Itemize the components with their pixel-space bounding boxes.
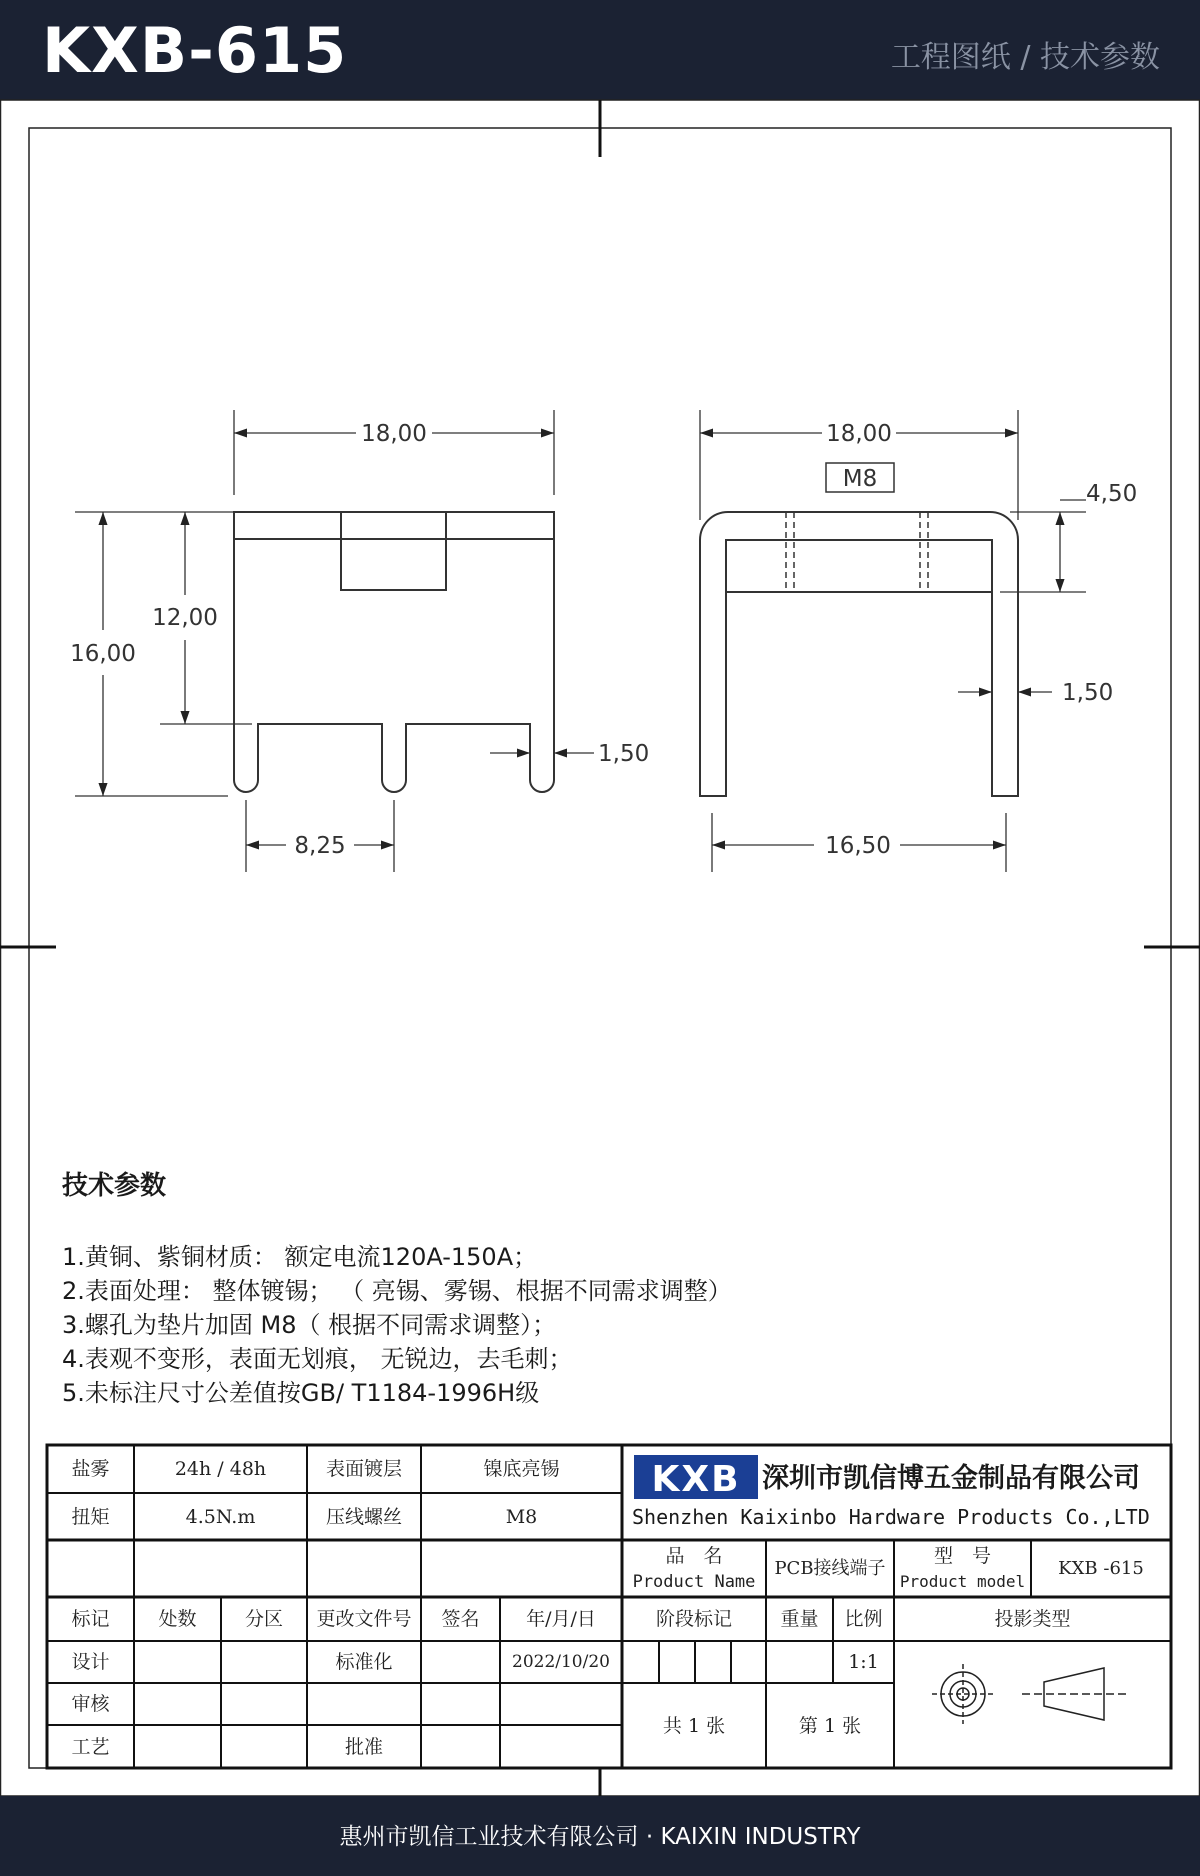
dim-inner: 16,50 — [825, 833, 891, 859]
tech-params — [62, 1165, 1142, 1410]
projection-label: 投影类型 — [994, 1608, 1071, 1630]
date-value: 2022/10/20 — [512, 1652, 610, 1672]
product-name-value: PCB接线端子 — [774, 1557, 886, 1579]
model-title: KXB-615 — [42, 14, 348, 87]
product-name-label-en: Product Name — [632, 1572, 756, 1592]
approve-label: 批准 — [344, 1735, 383, 1758]
footer-text: 惠州市凯信工业技术有限公司 · KAIXIN INDUSTRY — [339, 1824, 861, 1850]
dim-top-height: 4,50 — [1086, 481, 1138, 507]
tech-line: 4.表观不变形，表面无划痕， 无锐边，去毛刺； — [62, 1345, 573, 1373]
header-subtitle: 工程图纸 / 技术参数 — [890, 40, 1160, 75]
company-name-cn: 深圳市凯信博五金制品有限公司 — [762, 1463, 1140, 1494]
side-view — [700, 463, 1018, 796]
tech-line: 3.螺孔为垫片加固 M8（ 根据不同需求调整）； — [62, 1311, 557, 1339]
dim-wall: 1,50 — [1062, 680, 1114, 706]
projection-symbol-icon — [932, 1664, 1128, 1724]
scale-label: 比例 — [844, 1608, 883, 1630]
dim-height-front: 16,00 — [70, 641, 136, 667]
torque-value: 4.5N.m — [185, 1505, 256, 1528]
row-header: 签名 — [441, 1608, 480, 1630]
row-header: 更改文件号 — [316, 1608, 412, 1630]
process-label: 工艺 — [71, 1735, 110, 1758]
sheets-total: 共 1 张 — [662, 1714, 726, 1737]
model-label-cn: 型 号 — [933, 1545, 991, 1567]
dim-pin-width: 1,50 — [598, 741, 650, 767]
salt-label: 盐雾 — [71, 1458, 110, 1480]
model-value: KXB -615 — [1058, 1557, 1144, 1579]
row-header: 年/月/日 — [526, 1608, 596, 1630]
torque-label: 扭矩 — [71, 1505, 110, 1528]
dim-pitch: 8,25 — [294, 833, 346, 859]
salt-value: 24h / 48h — [174, 1458, 267, 1480]
weight-label: 重量 — [780, 1608, 819, 1630]
screw-value: M8 — [505, 1505, 538, 1528]
screw-label: 压线螺丝 — [325, 1505, 402, 1528]
row-header: 处数 — [158, 1608, 197, 1630]
side-dimensions — [700, 410, 1086, 872]
dim-width-front: 18,00 — [361, 421, 427, 447]
company-name-en: Shenzhen Kaixinbo Hardware Products Co.,LTD — [632, 1505, 1150, 1529]
footer-bar — [0, 1796, 1200, 1876]
company-logo: KXB — [634, 1455, 758, 1499]
dim-slot-depth: 12,00 — [152, 605, 218, 631]
stage-label: 阶段标记 — [655, 1608, 732, 1630]
row-header: 标记 — [71, 1608, 110, 1630]
front-view — [234, 512, 554, 792]
front-dimensions — [75, 410, 594, 872]
scale-value: 1:1 — [848, 1651, 879, 1673]
sheet-number: 第 1 张 — [798, 1714, 862, 1737]
tech-line: 5.未标注尺寸公差值按GB/ T1184-1996H级 — [62, 1379, 540, 1407]
tech-line: 1.黄铜、紫铜材质： 额定电流120A-150A； — [62, 1243, 538, 1271]
review-label: 审核 — [71, 1693, 110, 1715]
row-header: 分区 — [244, 1608, 283, 1630]
dim-width-side: 18,00 — [826, 421, 892, 447]
product-name-label-cn: 品 名 — [665, 1545, 723, 1567]
standard-label: 标准化 — [335, 1651, 393, 1673]
design-label: 设计 — [71, 1651, 110, 1673]
tech-line: 2.表面处理： 整体镀锡； （ 亮锡、雾锡、根据不同需求调整） — [62, 1277, 732, 1305]
hole-size-label: M8 — [842, 466, 878, 492]
tech-heading: 技术参数 — [62, 1171, 167, 1201]
plating-label: 表面镀层 — [325, 1458, 402, 1480]
model-label-en: Product model — [899, 1572, 1026, 1591]
plating-value: 镍底亮锡 — [483, 1458, 560, 1480]
